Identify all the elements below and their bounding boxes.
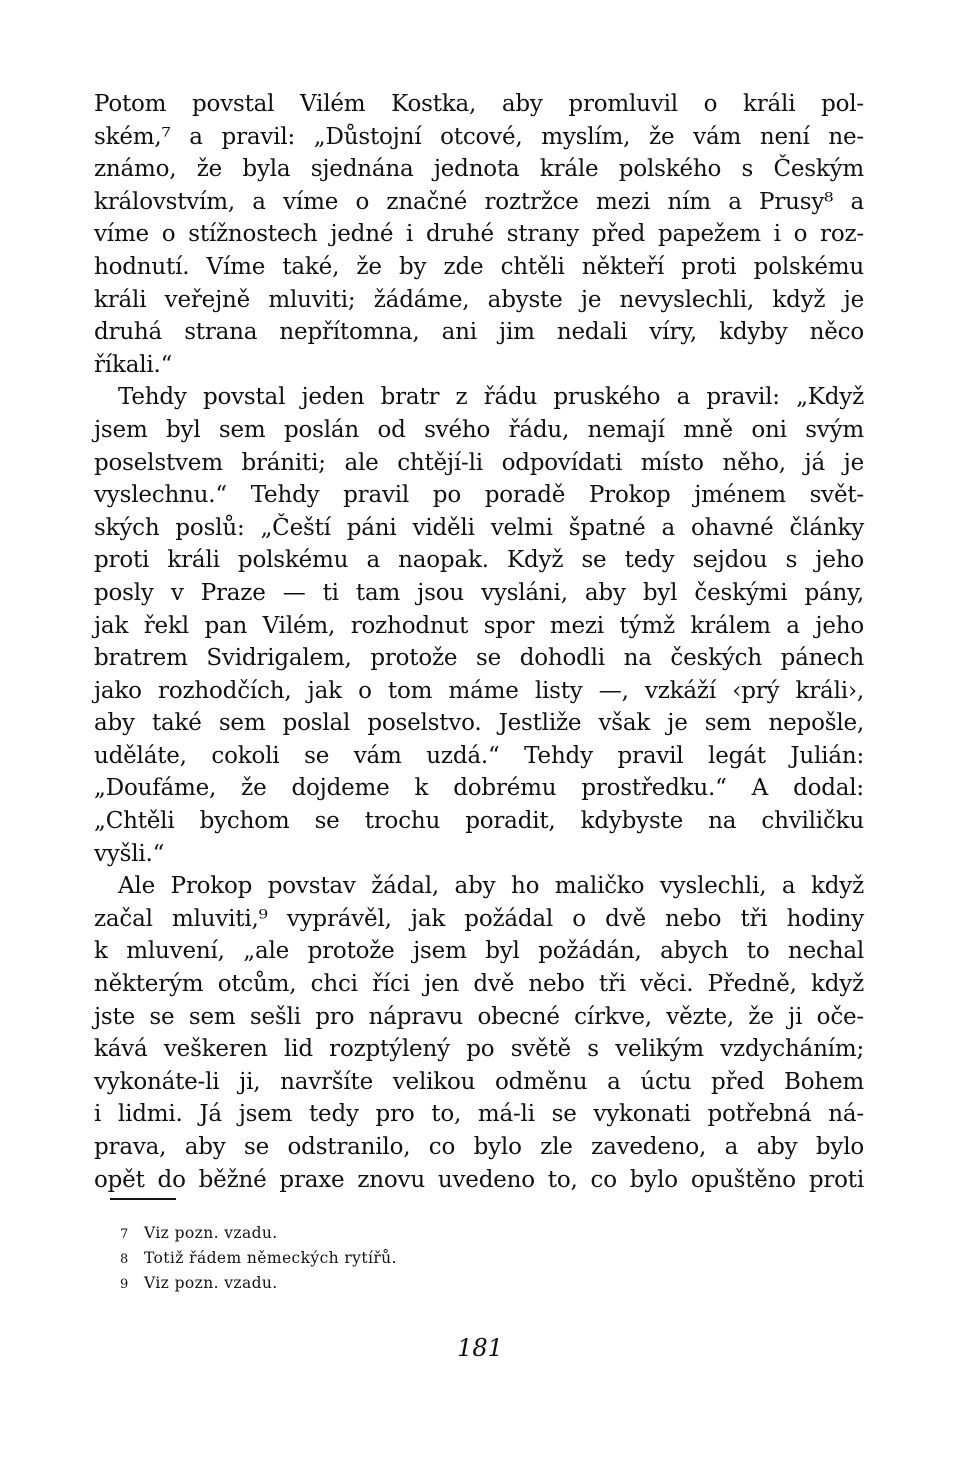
footnote-text: Viz pozn. vzadu. [144, 1224, 278, 1242]
text-line: vyšli.“ [94, 840, 165, 867]
text-line: Potom povstal Vilém Kostka, aby promluvil o králi pol- [94, 91, 864, 117]
text-line: Tehdy povstal jeden bratr z řádu pruského a pravil: „Když [118, 384, 864, 411]
text-line: jako rozhodčích, jak o tom máme listy —, vzkáží ‹prý králi›, [94, 677, 864, 704]
text-line: královstvím, a víme o značné roztržce mezi ním a Prusy⁸ a [94, 188, 864, 215]
text-line: začal mluviti,⁹ vyprávěl, jak požádal o dvě nebo tři hodiny [94, 905, 864, 932]
body-text [94, 88, 864, 1196]
footnotes [120, 1221, 720, 1296]
text-line: proti králi polskému a naopak. Když se tedy sejdou s jeho [94, 547, 864, 574]
text-line: „Chtěli bychom se trochu poradit, kdybyste na chviličku [94, 808, 864, 835]
text-line: některým otcům, chci říci jen dvě nebo tři věci. Předně, když [94, 971, 864, 998]
text-line: opět do běžné praxe znovu uvedeno to, co bylo opuštěno proti [94, 1166, 864, 1193]
footnote-text: Totiž řádem německých rytířů. [144, 1249, 397, 1267]
footnote-number: 9 [120, 1277, 129, 1292]
text-line: říkali.“ [94, 351, 173, 378]
text-line: posly v Praze — ti tam jsou vysláni, aby byl českými pány, [94, 579, 864, 606]
text-line: k mluvení, „ale protože jsem byl požádán, abych to nechal [94, 938, 864, 965]
text-line: „Doufáme, že dojdeme k dobrému prostředku.“ A dodal: [94, 775, 864, 802]
text-line: jak řekl pan Vilém, rozhodnut spor mezi týmž králem a jeho [94, 612, 864, 639]
text-line: známo, že byla sjednána jednota krále polského s Českým [94, 156, 864, 183]
text-line: druhá strana nepřítomna, ani jim nedali víry, kdyby něco [94, 319, 864, 346]
footnote-7 [120, 1221, 720, 1246]
text-line: uděláte, cokoli se vám uzdá.“ Tehdy pravil legát Julián: [94, 742, 864, 769]
text-line: aby také sem poslal poselstvo. Jestliže však je sem nepošle, [94, 710, 864, 737]
page-number: 181 [457, 1334, 503, 1362]
text-line: bratrem Svidrigalem, protože se dohodli na českých pánech [94, 645, 864, 672]
footnote-9 [120, 1271, 720, 1296]
text-line: hodnutí. Víme také, že by zde chtěli někteří proti polskému [94, 253, 864, 280]
text-line: Ale Prokop povstav žádal, aby ho maličko vyslechli, a když [118, 873, 864, 900]
text-line: jste se sem sešli pro nápravu obecné církve, vězte, že ji oče- [94, 1003, 864, 1030]
text-line: ských poslů: „Čeští páni viděli velmi špatné a ohavné články [94, 514, 864, 541]
text-line: vykonáte-li ji, navršíte velikou odměnu a úctu před Bohem [94, 1068, 864, 1095]
text-line: vyslechnu.“ Tehdy pravil po poradě Prokop jménem svět- [94, 482, 864, 509]
text-line: víme o stížnostech jedné i druhé strany před papežem i o roz- [94, 221, 864, 248]
text-line: jsem byl sem poslán od svého řádu, nemají mně oni svým [94, 416, 864, 443]
footnote-text: Viz pozn. vzadu. [144, 1274, 278, 1292]
footnote-divider [110, 1198, 176, 1200]
footnote-number: 8 [120, 1252, 129, 1267]
footnote-8 [120, 1246, 720, 1271]
text-line: i lidmi. Já jsem tedy pro to, má-li se vykonati potřebná ná- [94, 1101, 864, 1128]
text-line: králi veřejně mluviti; žádáme, abyste je nevyslechli, když je [94, 286, 864, 313]
footnote-number: 7 [120, 1227, 129, 1242]
text-line: poselstvem brániti; ale chtějí-li odpovídati místo něho, já je [94, 449, 864, 476]
text-line: ském,⁷ a pravil: „Důstojní otcové, myslím, že vám není ne- [94, 123, 864, 150]
text-line: prava, aby se odstranilo, co bylo zle zavedeno, a aby bylo [94, 1134, 864, 1160]
text-line: kává veškeren lid rozptýlený po světě s velikým vzdycháním; [94, 1036, 864, 1063]
